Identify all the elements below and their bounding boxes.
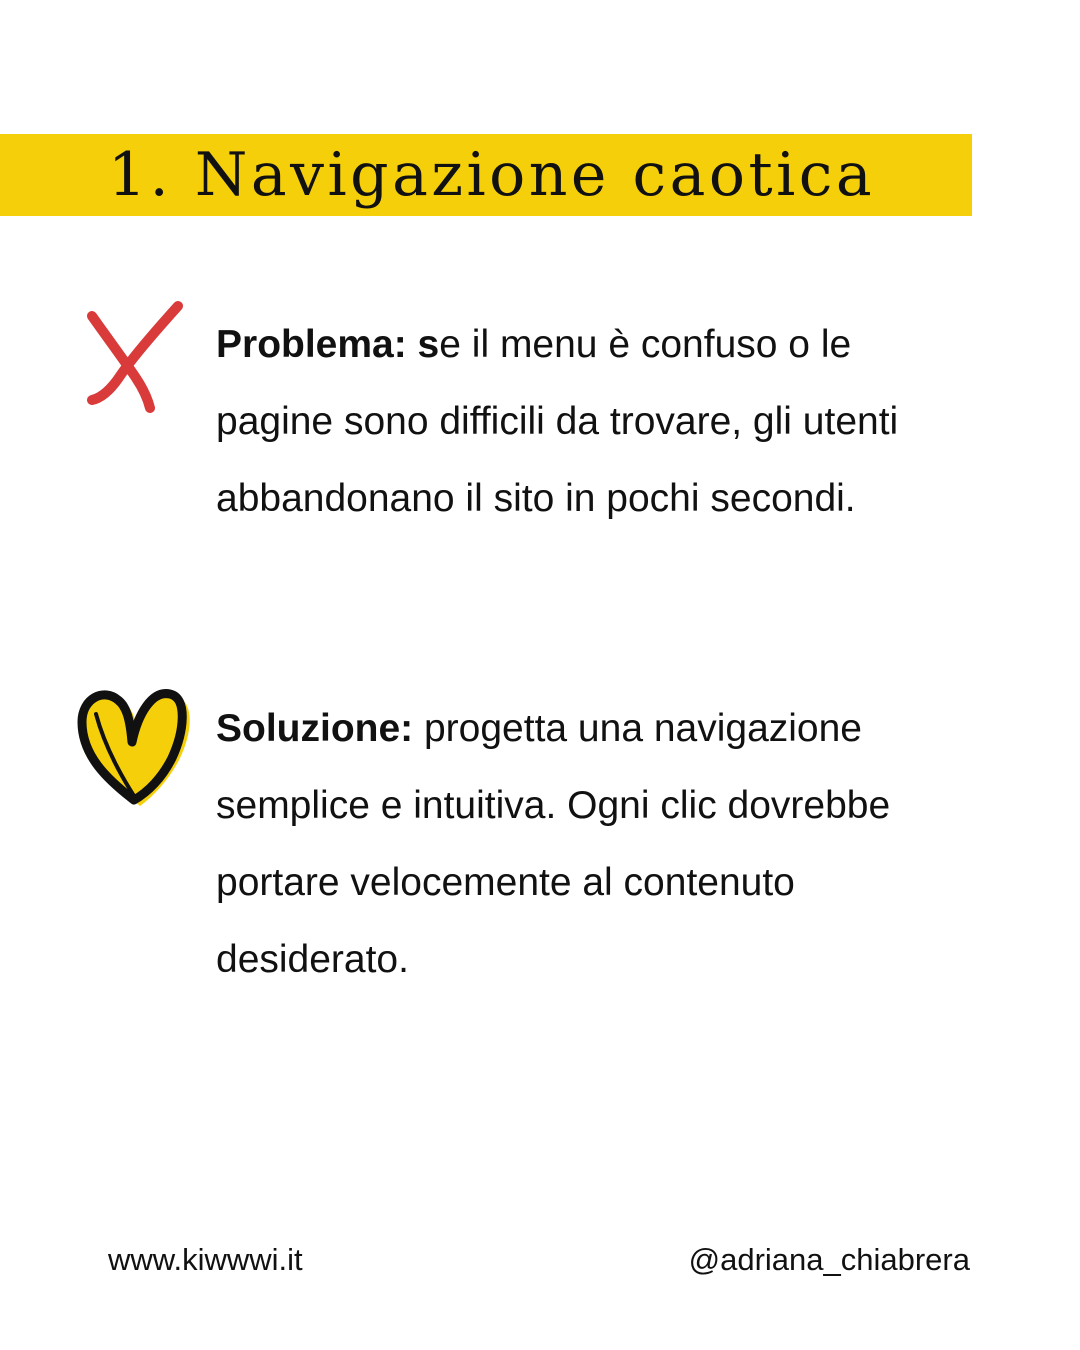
solution-label: Soluzione: xyxy=(216,707,414,750)
cross-icon xyxy=(80,296,192,418)
heart-icon xyxy=(74,684,198,814)
solution-paragraph xyxy=(216,690,976,998)
problem-label: Problema: s xyxy=(216,323,440,366)
page-title: 1. Navigazione caotica xyxy=(108,140,876,210)
problem-paragraph xyxy=(216,306,976,537)
problem-text: e il menu è confuso o le pagine sono difficili da trovare, gli utenti abbandonano il sito in pochi secondi. xyxy=(216,323,899,520)
social-handle[interactable]: @adriana_chiabrera xyxy=(688,1242,970,1277)
website-link[interactable]: www.kiwwwi.it xyxy=(108,1242,303,1277)
solution-text: progetta una navigazione semplice e intuitiva. Ogni clic dovrebbe portare velocemente al contenuto desiderato. xyxy=(216,707,891,981)
